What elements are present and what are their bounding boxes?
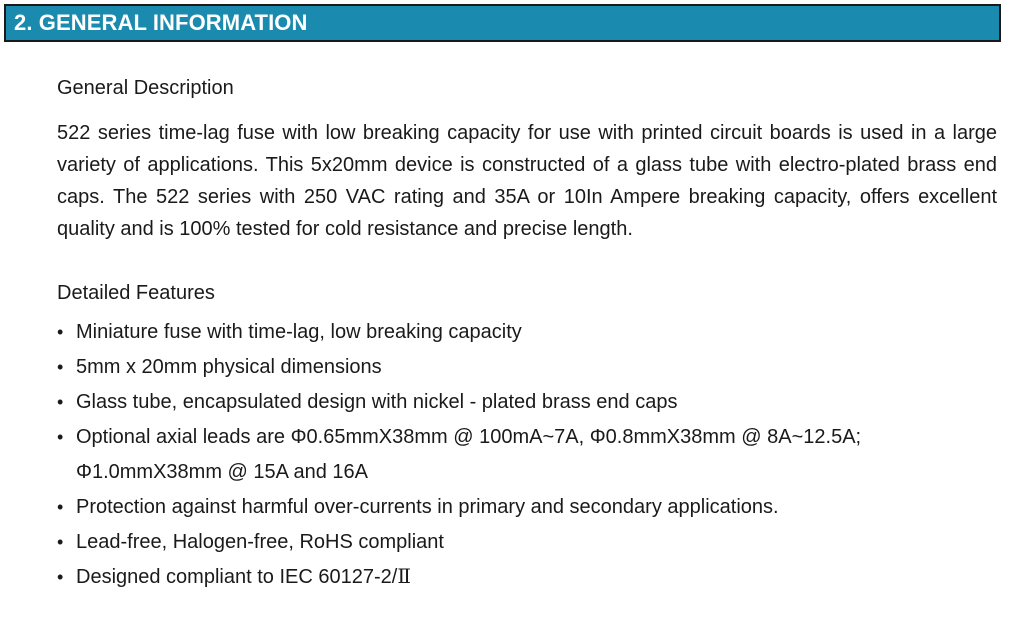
- feature-text: Lead-free, Halogen-free, RoHS compliant: [76, 531, 444, 553]
- bullet-icon: •: [57, 427, 64, 447]
- feature-text: Optional axial leads are Φ0.65mmX38mm @ 100mA~7A, Φ0.8mmX38mm @ 8A~12.5A; Φ1.0mmX38mm @ 15A and 16A: [76, 426, 862, 483]
- section-title: 2. GENERAL INFORMATION: [14, 10, 308, 35]
- bullet-icon: •: [57, 322, 64, 342]
- section-header: [4, 4, 1001, 42]
- general-description-heading: General Description: [57, 77, 234, 99]
- feature-text: Designed compliant to IEC 60127-2/: [76, 566, 398, 588]
- feature-text: Miniature fuse with time-lag, low breaking capacity: [76, 321, 522, 343]
- feature-item: [57, 315, 997, 350]
- bullet-icon: •: [57, 392, 64, 412]
- feature-item: [57, 490, 997, 525]
- feature-item: [57, 420, 997, 490]
- bullet-icon: •: [57, 532, 64, 552]
- feature-text: Protection against harmful over-currents in primary and secondary applications.: [76, 496, 779, 518]
- feature-text: Glass tube, encapsulated design with nickel - plated brass end caps: [76, 391, 678, 413]
- feature-text: 5mm x 20mm physical dimensions: [76, 356, 382, 378]
- bullet-icon: •: [57, 357, 64, 377]
- general-description-text: 522 series time-lag fuse with low breaking capacity for use with printed circuit boards is used in a large variety of applications. This 5x20mm device is constructed of a glass tube with electro-plated brass end caps. The 522 series with 250 VAC rating and 35A or 10In Ampere breaking capacity, offers excellent quality and is 100% tested for cold resistance and precise length.: [57, 122, 997, 240]
- roman-numeral-two: Ⅱ: [397, 566, 411, 588]
- bullet-icon: •: [57, 497, 64, 517]
- detailed-features-heading: Detailed Features: [57, 282, 215, 304]
- feature-item: [57, 385, 997, 420]
- bullet-icon: •: [57, 567, 64, 587]
- content: [57, 70, 997, 595]
- feature-item: [57, 560, 997, 595]
- feature-item: [57, 525, 997, 560]
- feature-list: [57, 315, 997, 595]
- feature-item: [57, 350, 997, 385]
